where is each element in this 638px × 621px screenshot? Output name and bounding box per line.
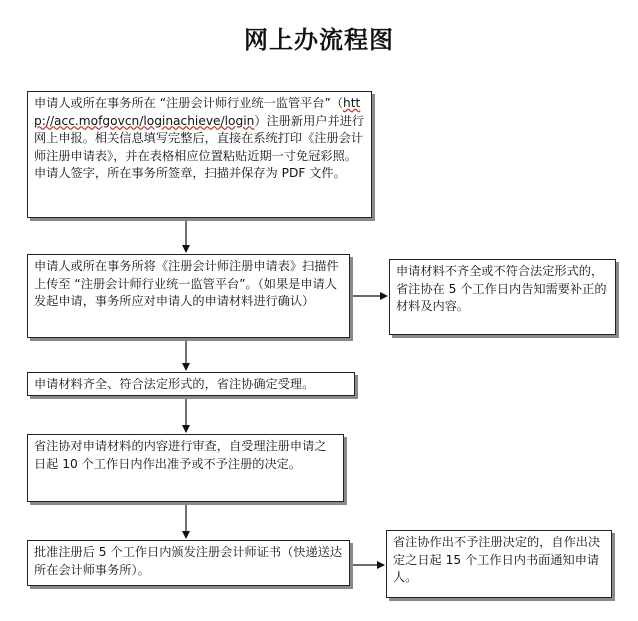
flow-step-approval: [27, 540, 350, 586]
step2-text: 申请人或所在事务所将《注册会计师注册申请表》扫描件上传至 “注册会计师行业统一监管平台”。（如果是申请人发起申请，事务所应对申请人的申请材料进行确认）: [34, 259, 339, 308]
step2-side-text: 申请材料不齐全或不符合法定形式的，省注协在 5 个工作日内告知需要补正的材料及内容。: [396, 264, 607, 313]
flow-step-online-registration: [27, 91, 372, 218]
flow-step-incomplete-materials: [389, 259, 616, 335]
step1-text-after-link: ）注册新用户并进行网上申报。相关信息填写完整后，直接在系统打印《注册会计师注册申请表》，并在表格相应位置粘贴近期一寸免冠彩照。申请人签字，所在事务所签章，扫描并保存为 PDF 文件。: [34, 113, 365, 180]
flow-step-rejection-notice: [386, 530, 612, 598]
flow-step-review: [27, 434, 344, 502]
flow-step-acceptance: [27, 372, 355, 396]
step1-text-before-link: 申请人或所在事务所在 “注册会计师行业统一监管平台”（: [34, 96, 344, 110]
flow-step-upload-form: [27, 254, 350, 338]
page-title: 网上办流程图: [244, 25, 394, 54]
step5-side-text: 省注协作出不予注册决定的，自作出决定之日起 15 个工作日内书面通知申请人。: [393, 535, 601, 584]
step5-text: 批准注册后 5 个工作日内颁发注册会计师证书（快递送达所在会计师事务所）。: [34, 545, 343, 577]
step4-text: 省注协对申请材料的内容进行审查，自受理注册申请之日起 10 个工作日内作出准予或不予注册的决定。: [34, 439, 327, 471]
platform-link[interactable]: http://acc.mofgovcn/loginachieve/login: [34, 96, 361, 128]
step3-text: 申请材料齐全、符合法定形式的，省注协确定受理。: [34, 377, 315, 391]
